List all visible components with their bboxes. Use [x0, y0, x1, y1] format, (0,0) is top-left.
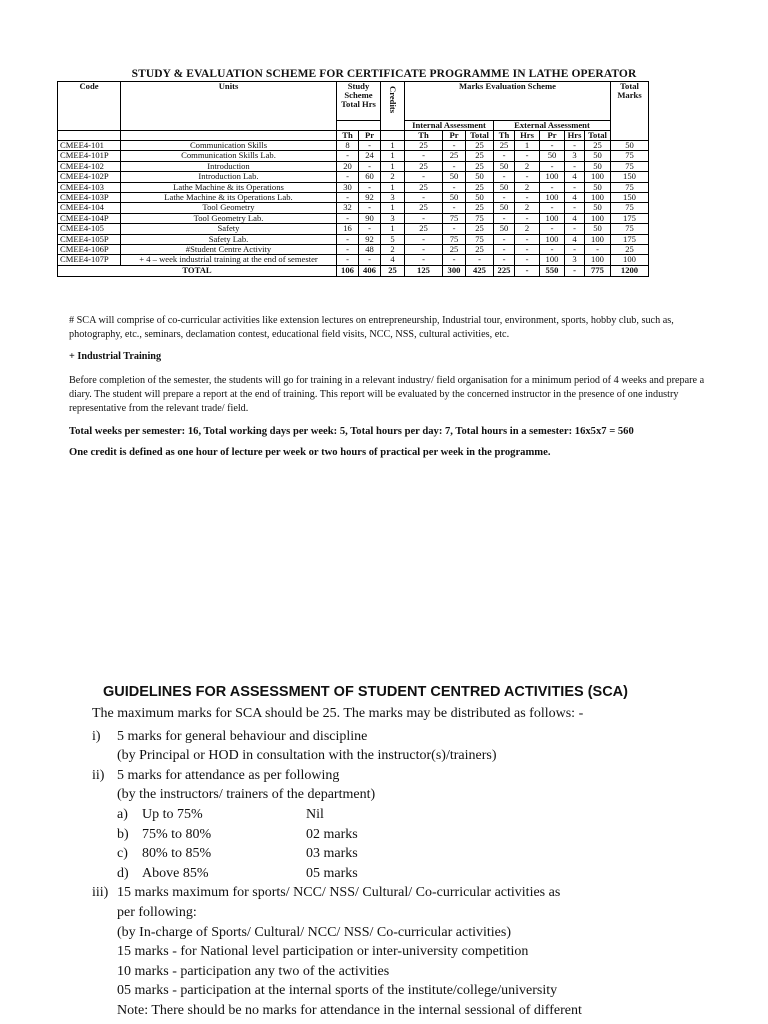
table-cell: - — [540, 182, 565, 192]
table-cell: 50 — [443, 172, 466, 182]
unit-name-cell: Lathe Machine & its Operations — [121, 182, 337, 192]
table-cell: - — [515, 255, 540, 265]
table-cell: - — [443, 161, 466, 171]
total-marks-header: Total Marks — [611, 82, 649, 141]
table-cell: 50 — [494, 203, 515, 213]
unit-name-cell: Safety — [121, 224, 337, 234]
table-row — [58, 172, 649, 182]
table-cell: 75 — [611, 161, 649, 171]
units-header: Units — [121, 82, 337, 131]
course-code-cell: CMEE4-102 — [58, 161, 121, 171]
total-label: TOTAL — [58, 265, 337, 276]
table-cell: - — [359, 161, 381, 171]
ext-th-header: Th — [494, 131, 515, 141]
attendance-item — [92, 805, 752, 825]
table-cell: - — [565, 161, 585, 171]
item-text: 15 marks maximum for sports/ NCC/ NSS/ Cultural/ Co-curricular activities as — [117, 885, 561, 901]
course-code-cell: CMEE4-104 — [58, 203, 121, 213]
course-code-cell: CMEE4-101P — [58, 151, 121, 161]
item-number: i) — [92, 728, 101, 744]
attendance-marks: 03 marks — [306, 846, 358, 862]
unit-name-cell: Communication Skills Lab. — [121, 151, 337, 161]
table-cell: - — [337, 234, 359, 244]
unit-name-cell: Introduction Lab. — [121, 172, 337, 182]
table-cell: 25 — [466, 151, 494, 161]
table-cell: - — [359, 203, 381, 213]
guideline-item-i — [92, 727, 752, 747]
table-cell: 1 — [381, 224, 405, 234]
item-number: ii) — [92, 767, 105, 783]
guidelines-note: Note: There should be no marks for attendance in the internal sessional of different — [117, 1002, 582, 1018]
table-cell: - — [443, 203, 466, 213]
attendance-label: d) — [117, 865, 129, 881]
industrial-training-text: Before completion of the semester, the students will go for training in a relevant industry/ field organisation for a minimum period of 4 weeks and prepare a diary. The student will prepare a report at the end of training. This report will be evaluated by the concerned instructor in the presence of one industry representative from the relevant trade/ field. — [69, 375, 705, 414]
table-cell: 50 — [540, 151, 565, 161]
total-cell: 225 — [494, 265, 515, 276]
table-cell: 100 — [585, 234, 611, 244]
table-cell: 100 — [540, 213, 565, 223]
guideline-item-iii — [92, 883, 752, 903]
table-cell: 8 — [337, 141, 359, 151]
unit-name-cell: Safety Lab. — [121, 234, 337, 244]
table-row — [58, 213, 649, 223]
table-cell: - — [405, 255, 443, 265]
table-cell: 3 — [565, 151, 585, 161]
table-cell: - — [515, 213, 540, 223]
table-cell: 2 — [515, 182, 540, 192]
table-cell: - — [494, 151, 515, 161]
table-cell: 24 — [359, 151, 381, 161]
table-cell: 25 — [443, 244, 466, 254]
table-cell: 50 — [494, 224, 515, 234]
table-cell: 92 — [359, 192, 381, 202]
total-cell: 775 — [585, 265, 611, 276]
total-row — [58, 265, 649, 276]
table-cell: 5 — [381, 234, 405, 244]
table-cell: 16 — [337, 224, 359, 234]
table-cell: 4 — [565, 234, 585, 244]
total-cell: 125 — [405, 265, 443, 276]
table-cell: 4 — [565, 192, 585, 202]
table-row — [58, 182, 649, 192]
table-cell: 2 — [515, 161, 540, 171]
table-cell: 4 — [565, 213, 585, 223]
table-cell: 2 — [381, 172, 405, 182]
table-cell: 50 — [611, 141, 649, 151]
course-code-cell: CMEE4-103 — [58, 182, 121, 192]
table-cell: - — [585, 244, 611, 254]
table-cell: - — [565, 182, 585, 192]
credits-header: Credits — [381, 82, 405, 131]
attendance-item — [92, 844, 752, 864]
table-cell: 25 — [405, 182, 443, 192]
table-cell: - — [359, 255, 381, 265]
header-row-3 — [58, 131, 649, 141]
credit-definition: One credit is defined as one hour of lecture per week or two hours of practical per week in the programme. — [69, 447, 551, 458]
item-i-sub: (by Principal or HOD in consultation with the instructor(s)/trainers) — [117, 748, 497, 764]
external-header: External Assessment — [494, 121, 611, 131]
table-cell: 50 — [585, 161, 611, 171]
item-text: 5 marks for general behaviour and discipline — [117, 728, 368, 744]
table-row — [58, 203, 649, 213]
item-text: 5 marks for attendance as per following — [117, 767, 340, 783]
table-cell: 4 — [381, 255, 405, 265]
table-cell: 25 — [466, 141, 494, 151]
total-cell: 106 — [337, 265, 359, 276]
attendance-range: 80% to 85% — [142, 846, 212, 862]
table-cell: 100 — [540, 255, 565, 265]
table-cell: - — [565, 141, 585, 151]
table-cell: 1 — [381, 182, 405, 192]
table-cell: 92 — [359, 234, 381, 244]
table-cell: 25 — [405, 141, 443, 151]
table-cell: - — [515, 172, 540, 182]
table-cell: - — [359, 141, 381, 151]
table-cell: - — [515, 151, 540, 161]
table-cell: - — [359, 182, 381, 192]
table-cell: 25 — [443, 151, 466, 161]
table-cell: - — [466, 255, 494, 265]
table-cell: 1 — [381, 161, 405, 171]
table-cell: 25 — [466, 182, 494, 192]
table-cell: - — [405, 213, 443, 223]
table-cell: 50 — [443, 192, 466, 202]
sca-guidelines — [92, 684, 752, 1021]
table-row — [58, 255, 649, 265]
table-cell: 25 — [611, 244, 649, 254]
attendance-item — [92, 864, 752, 884]
course-code-cell: CMEE4-102P — [58, 172, 121, 182]
course-code-cell: CMEE4-106P — [58, 244, 121, 254]
table-cell: - — [540, 244, 565, 254]
internal-header: Internal Assessment — [405, 121, 494, 131]
table-cell: 50 — [585, 151, 611, 161]
unit-name-cell: #Student Centre Activity — [121, 244, 337, 254]
int-th-header: Th — [405, 131, 443, 141]
attendance-marks: 05 marks — [306, 865, 358, 881]
total-weeks-text: Total weeks per semester: 16, Total working days per week: 5, Total hours per day: 7, Total hours in a semester: 16x5x7 = 560 — [69, 426, 634, 437]
attendance-range: Up to 75% — [142, 806, 203, 822]
table-cell: 50 — [585, 203, 611, 213]
header-row-1 — [58, 82, 649, 121]
table-cell: 1 — [381, 151, 405, 161]
unit-name-cell: Lathe Machine & its Operations Lab. — [121, 192, 337, 202]
table-cell: 75 — [466, 234, 494, 244]
course-code-cell: CMEE4-107P — [58, 255, 121, 265]
table-row — [58, 192, 649, 202]
attendance-item — [92, 825, 752, 845]
table-row — [58, 244, 649, 254]
total-cell: 425 — [466, 265, 494, 276]
sports-marks-item: 15 marks - for National level participation or inter-university competition — [117, 944, 529, 960]
total-cell: 550 — [540, 265, 565, 276]
table-cell: 48 — [359, 244, 381, 254]
table-cell: 25 — [585, 141, 611, 151]
attendance-range: 75% to 80% — [142, 826, 212, 842]
total-cell: 1200 — [611, 265, 649, 276]
table-cell: 175 — [611, 213, 649, 223]
attendance-label: c) — [117, 846, 128, 862]
table-cell: 175 — [611, 234, 649, 244]
table-cell: - — [494, 234, 515, 244]
item-iii-sub: (by In-charge of Sports/ Cultural/ NCC/ NSS/ Co-curricular activities) — [117, 924, 512, 940]
evaluation-scheme-table — [57, 81, 649, 277]
total-cell: 25 — [381, 265, 405, 276]
table-row — [58, 141, 649, 151]
attendance-range: Above 85% — [142, 865, 209, 881]
sports-marks-list — [92, 942, 752, 1001]
ext-total-header: Total — [585, 131, 611, 141]
table-cell: 2 — [381, 244, 405, 254]
table-cell: 25 — [466, 203, 494, 213]
table-cell: - — [405, 172, 443, 182]
course-code-cell: CMEE4-103P — [58, 192, 121, 202]
table-cell: 30 — [337, 182, 359, 192]
table-cell: 50 — [585, 224, 611, 234]
table-cell: 60 — [359, 172, 381, 182]
table-cell: - — [565, 244, 585, 254]
table-cell: - — [540, 203, 565, 213]
table-cell: - — [494, 172, 515, 182]
study-th-header: Th — [337, 131, 359, 141]
table-cell: - — [337, 255, 359, 265]
ext-hrs-header: Hrs — [515, 131, 540, 141]
table-cell: 100 — [540, 234, 565, 244]
table-cell: - — [359, 224, 381, 234]
table-cell: 25 — [466, 244, 494, 254]
table-cell: 25 — [405, 161, 443, 171]
table-cell: 20 — [337, 161, 359, 171]
table-cell: - — [337, 244, 359, 254]
study-pr-header: Pr — [359, 131, 381, 141]
course-code-cell: CMEE4-105 — [58, 224, 121, 234]
table-cell: - — [540, 224, 565, 234]
table-cell: 75 — [443, 234, 466, 244]
table-cell: 50 — [466, 172, 494, 182]
marks-eval-header: Marks Evaluation Scheme — [405, 82, 611, 121]
table-cell: 2 — [515, 224, 540, 234]
attendance-label: a) — [117, 806, 128, 822]
course-code-cell: CMEE4-105P — [58, 234, 121, 244]
table-cell: 75 — [443, 213, 466, 223]
table-cell: 100 — [585, 255, 611, 265]
table-cell: 25 — [494, 141, 515, 151]
table-cell: - — [565, 224, 585, 234]
table-cell: - — [443, 182, 466, 192]
total-cell: - — [515, 265, 540, 276]
table-cell: - — [515, 244, 540, 254]
int-total-header: Total — [466, 131, 494, 141]
ext-pr-header: Pr — [540, 131, 565, 141]
table-cell: 100 — [585, 192, 611, 202]
table-cell: 100 — [585, 172, 611, 182]
course-code-cell: CMEE4-101 — [58, 141, 121, 151]
unit-name-cell: Introduction — [121, 161, 337, 171]
unit-name-cell: + 4 – week industrial training at the end of semester — [121, 255, 337, 265]
table-cell: 50 — [585, 182, 611, 192]
ext-hrs2-header: Hrs — [565, 131, 585, 141]
table-cell: 75 — [611, 182, 649, 192]
code-header: Code — [58, 82, 121, 131]
table-cell: 150 — [611, 192, 649, 202]
table-cell: 150 — [611, 172, 649, 182]
table-cell: 32 — [337, 203, 359, 213]
table-cell: 50 — [494, 161, 515, 171]
table-row — [58, 224, 649, 234]
table-cell: 25 — [466, 224, 494, 234]
table-cell: 25 — [405, 203, 443, 213]
table-cell: - — [443, 224, 466, 234]
sports-marks-item: 05 marks - participation at the internal sports of the institute/college/university — [117, 983, 558, 999]
table-cell: 3 — [381, 192, 405, 202]
table-cell: - — [337, 172, 359, 182]
table-cell: 1 — [381, 203, 405, 213]
table-cell: 100 — [611, 255, 649, 265]
guidelines-title: GUIDELINES FOR ASSESSMENT OF STUDENT CENTRED ACTIVITIES (SCA) — [103, 684, 628, 700]
table-cell: - — [337, 213, 359, 223]
attendance-list — [92, 805, 752, 883]
table-cell: - — [337, 192, 359, 202]
table-cell: - — [337, 151, 359, 161]
table-cell: - — [494, 244, 515, 254]
table-cell: 75 — [466, 213, 494, 223]
industrial-training-heading: + Industrial Training — [69, 351, 162, 362]
total-cell: 300 — [443, 265, 466, 276]
unit-name-cell: Tool Geometry Lab. — [121, 213, 337, 223]
guideline-item-ii — [92, 766, 752, 786]
table-cell: - — [443, 255, 466, 265]
table-cell: - — [405, 234, 443, 244]
table-row — [58, 161, 649, 171]
table-cell: - — [565, 203, 585, 213]
table-cell: 75 — [611, 203, 649, 213]
table-cell: 100 — [540, 172, 565, 182]
attendance-label: b) — [117, 826, 129, 842]
table-cell: 75 — [611, 151, 649, 161]
table-cell: 75 — [611, 224, 649, 234]
table-row — [58, 151, 649, 161]
table-cell: - — [494, 192, 515, 202]
table-cell: 100 — [585, 213, 611, 223]
int-pr-header: Pr — [443, 131, 466, 141]
unit-name-cell: Communication Skills — [121, 141, 337, 151]
total-cell: 406 — [359, 265, 381, 276]
table-cell: - — [443, 141, 466, 151]
guidelines-intro: The maximum marks for SCA should be 25. The marks may be distributed as follows: - — [92, 706, 584, 721]
table-row — [58, 234, 649, 244]
attendance-marks: Nil — [306, 806, 324, 822]
table-cell: - — [494, 255, 515, 265]
table-cell: - — [540, 161, 565, 171]
table-cell: 100 — [540, 192, 565, 202]
page-title: STUDY & EVALUATION SCHEME FOR CERTIFICATE PROGRAMME IN LATHE OPERATOR — [131, 68, 637, 80]
table-cell: 25 — [466, 161, 494, 171]
table-cell: - — [405, 151, 443, 161]
table-cell: 50 — [494, 182, 515, 192]
table-cell: 90 — [359, 213, 381, 223]
table-cell: 3 — [565, 255, 585, 265]
unit-name-cell: Tool Geometry — [121, 203, 337, 213]
table-cell: - — [540, 141, 565, 151]
sca-note: # SCA will comprise of co-curricular activities like extension lectures on entrepreneurship, Industrial tour, environment, sports, hobby club, such as, photography, etc., seminars, declamation contest, educational field visits, NCC, NSS, cultural activities, etc. — [69, 315, 674, 340]
table-cell: - — [515, 234, 540, 244]
total-cell: - — [565, 265, 585, 276]
table-cell: 4 — [565, 172, 585, 182]
study-scheme-header: Study Scheme Total Hrs — [337, 82, 381, 121]
item-ii-sub: (by the instructors/ trainers of the department) — [117, 787, 376, 803]
table-cell: - — [405, 244, 443, 254]
sports-marks-item: 10 marks - participation any two of the activities — [117, 963, 390, 979]
item-iii-text-2: per following: — [117, 904, 197, 920]
table-cell: 2 — [515, 203, 540, 213]
table-cell: - — [515, 192, 540, 202]
table-cell: - — [405, 192, 443, 202]
table-cell: 1 — [515, 141, 540, 151]
course-code-cell: CMEE4-104P — [58, 213, 121, 223]
item-number: iii) — [92, 885, 109, 901]
attendance-marks: 02 marks — [306, 826, 358, 842]
table-cell: 3 — [381, 213, 405, 223]
table-cell: 25 — [405, 224, 443, 234]
table-cell: 50 — [466, 192, 494, 202]
table-cell: - — [494, 213, 515, 223]
table-cell: 1 — [381, 141, 405, 151]
